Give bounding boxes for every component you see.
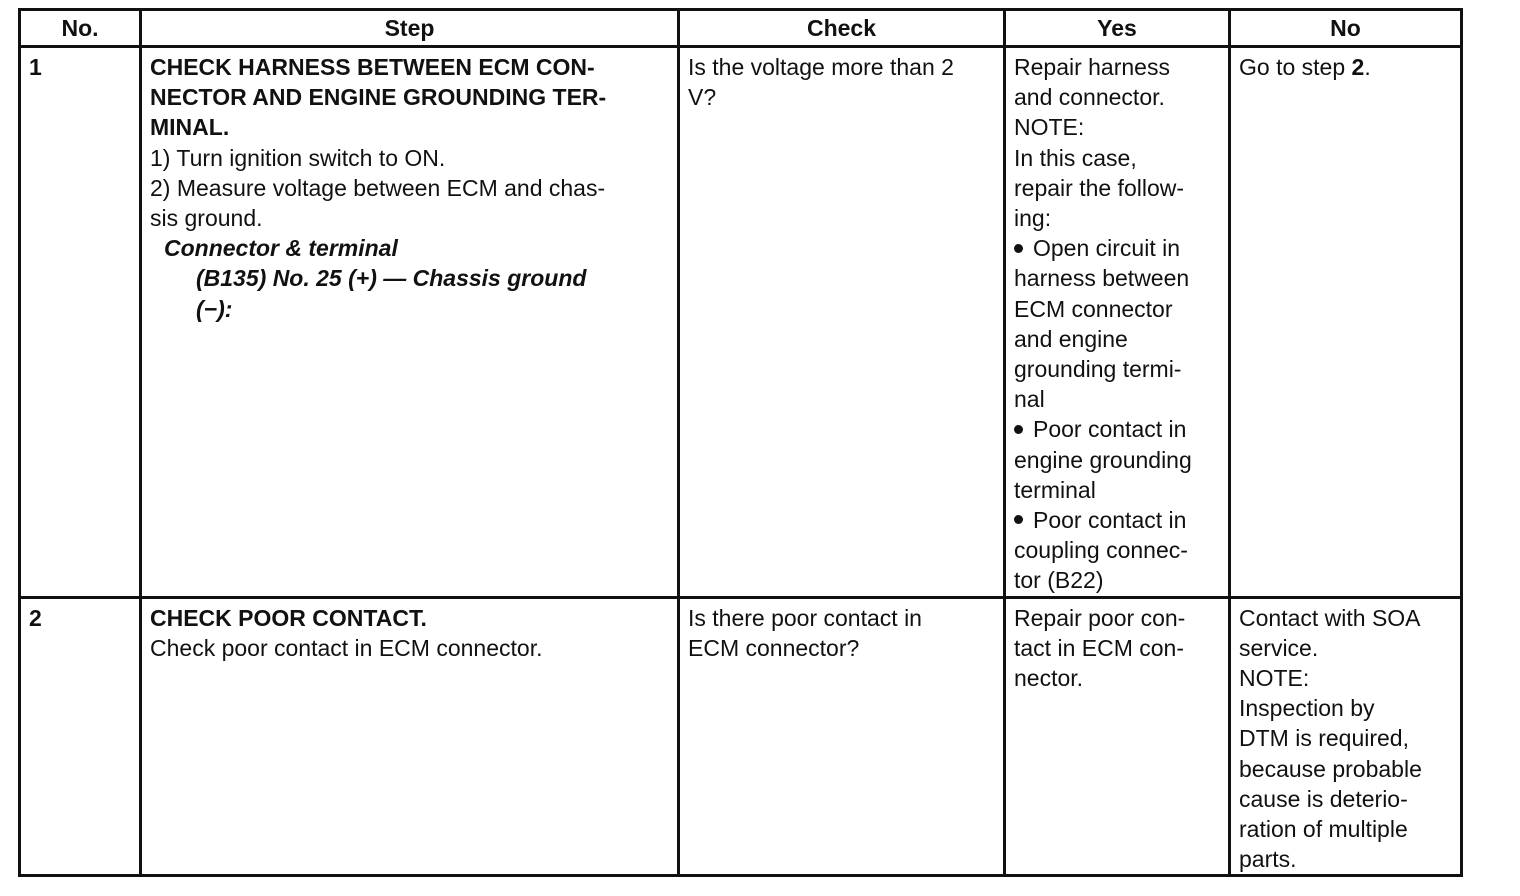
check-text: Is there poor contact in: [688, 604, 922, 631]
bullet-dot-icon: [1014, 244, 1023, 253]
spec-value: (B135) No. 25 (+) — Chassis ground: [196, 265, 587, 292]
bullet-item: [1014, 414, 1220, 444]
no-text: cause is deterio-: [1239, 785, 1408, 812]
yes-text: and connector.: [1014, 84, 1165, 111]
step-cell: [141, 597, 679, 876]
step-cell: [141, 47, 679, 598]
table-row: [20, 597, 1462, 876]
no-text: Contact with SOA: [1239, 604, 1421, 631]
yes-cell: [1005, 597, 1230, 876]
check-text: ECM connector?: [688, 634, 860, 661]
bullet-text: coupling connec-: [1014, 537, 1188, 564]
check-text: V?: [688, 84, 717, 111]
step-title: CHECK HARNESS BETWEEN ECM CON-: [150, 54, 595, 80]
bullet-lead: Poor contact in: [1033, 507, 1187, 534]
bullet-item: [1014, 505, 1220, 535]
header-row: [20, 10, 1462, 47]
step-title: MINAL.: [150, 114, 230, 141]
bullet-text: harness between: [1014, 265, 1190, 292]
yes-text: ing:: [1014, 205, 1052, 232]
bullet-text: and engine: [1014, 325, 1128, 352]
bullet-dot-icon: [1014, 515, 1023, 524]
step-title: CHECK POOR CONTACT.: [150, 604, 427, 631]
spec-label: Connector & terminal: [164, 235, 398, 262]
header-step: Step: [141, 10, 679, 47]
header-yes: Yes: [1005, 10, 1230, 47]
yes-text: In this case,: [1014, 144, 1137, 171]
no-step-ref: 2: [1351, 54, 1365, 80]
bullet-text: ECM connector: [1014, 295, 1173, 322]
bullet-lead: Poor contact in: [1033, 416, 1187, 443]
step-title: NECTOR AND ENGINE GROUNDING TER-: [150, 84, 607, 111]
bullet-text: grounding termi-: [1014, 356, 1182, 383]
bullet-text: engine grounding: [1014, 446, 1192, 473]
step-instruction: sis ground.: [150, 205, 263, 232]
no-text-lead: Go to step: [1239, 54, 1346, 80]
spec-value: (−):: [196, 295, 233, 322]
no-text: because probable: [1239, 755, 1422, 782]
row-number-text: 2: [29, 604, 42, 631]
row-number-text: 1: [29, 54, 42, 80]
step-instruction: 1) Turn ignition switch to ON.: [150, 144, 446, 171]
diagnostic-table: [18, 8, 1463, 877]
bullet-text: tor (B22): [1014, 567, 1104, 594]
no-text-end: .: [1364, 54, 1371, 80]
no-text: NOTE:: [1239, 665, 1310, 692]
bullet-item: [1014, 233, 1220, 263]
yes-cell: [1005, 47, 1230, 598]
step-instruction: Check poor contact in ECM connector.: [150, 634, 543, 661]
no-text: parts.: [1239, 846, 1297, 873]
no-cell: [1230, 597, 1462, 876]
no-text: Inspection by: [1239, 695, 1375, 722]
yes-text: tact in ECM con-: [1014, 634, 1184, 661]
yes-text: NOTE:: [1014, 114, 1085, 141]
header-no: No.: [20, 10, 141, 47]
row-number: [20, 597, 141, 876]
yes-text: nector.: [1014, 665, 1084, 692]
yes-text: Repair poor con-: [1014, 604, 1186, 631]
header-no-result: No: [1230, 10, 1462, 47]
no-cell: [1230, 47, 1462, 598]
yes-text: repair the follow-: [1014, 174, 1185, 201]
check-text: Is the voltage more than 2: [688, 54, 954, 80]
no-text: ration of multiple: [1239, 816, 1408, 843]
row-number: [20, 47, 141, 598]
no-text: [1239, 52, 1452, 82]
step-instruction: 2) Measure voltage between ECM and chas-: [150, 174, 606, 201]
no-text: DTM is required,: [1239, 725, 1409, 752]
bullet-lead: Open circuit in: [1033, 235, 1181, 262]
table-row: [20, 47, 1462, 598]
header-check: Check: [679, 10, 1005, 47]
bullet-text: terminal: [1014, 476, 1096, 503]
bullet-dot-icon: [1014, 425, 1023, 434]
check-cell: [679, 47, 1005, 598]
no-text: service.: [1239, 634, 1319, 661]
check-cell: [679, 597, 1005, 876]
bullet-text: nal: [1014, 386, 1045, 413]
yes-text: Repair harness: [1014, 54, 1170, 80]
